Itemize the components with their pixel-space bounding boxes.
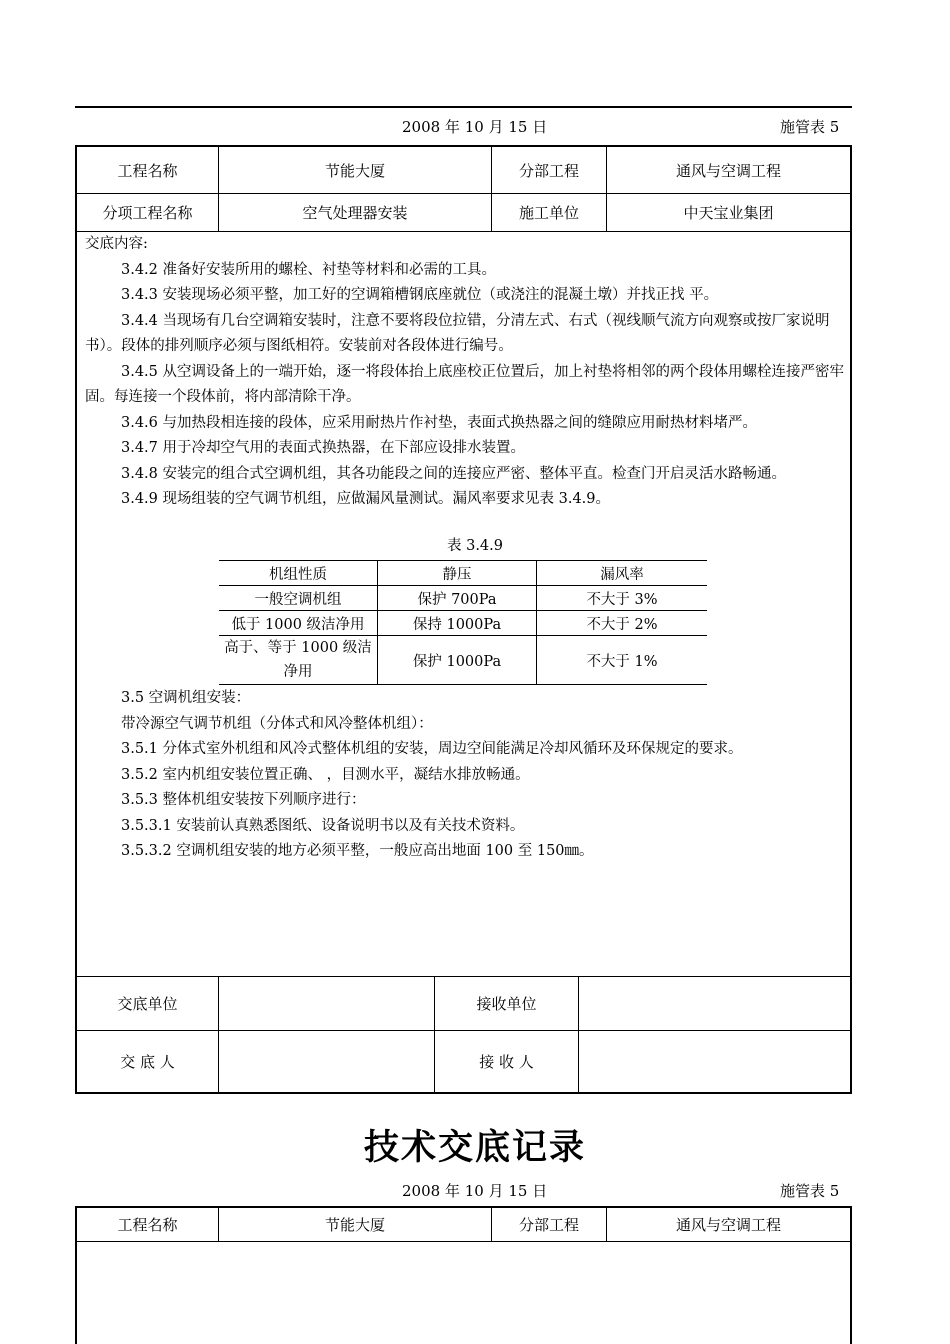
form-number-2: 施管表 5 — [780, 1182, 840, 1200]
division-label-2: 分部工程 — [518, 1216, 579, 1234]
disclose-unit-value[interactable] — [219, 977, 434, 1030]
disclose-unit-label: 交底单位 — [117, 995, 178, 1013]
discloser-value[interactable] — [219, 1031, 434, 1092]
disclosure-content-2 — [85, 686, 847, 865]
receive-unit-value[interactable] — [579, 977, 850, 1030]
receiver-label: 接 收 人 — [479, 1053, 534, 1071]
project-name-label-2: 工程名称 — [117, 1216, 178, 1234]
leakage-table — [219, 560, 707, 685]
clause-3-5-3-1: 3.5.3.1 安装前认真熟悉图纸、设备说明书以及有关技术资料。 — [121, 817, 525, 834]
project-name: 节能大厦 — [324, 161, 385, 180]
division: 通风与空调工程 — [675, 161, 781, 180]
division-label: 分部工程 — [518, 161, 579, 180]
table-cell: 一般空调机组 — [219, 586, 378, 611]
table-row — [219, 636, 707, 685]
project-name-label: 工程名称 — [117, 161, 178, 180]
clause-3-4-9: 3.4.9 现场组装的空气调节机组，应做漏风量测试。漏风率要求见表 3.4.9。 — [121, 491, 611, 507]
project-name-2: 节能大厦 — [324, 1216, 385, 1234]
subitem: 空气处理器安装 — [302, 204, 408, 222]
date-2: 2008 年 10 月 15 日 — [402, 1182, 548, 1200]
clause-3-4-3: 3.4.3 安装现场必须平整，加工好的空调箱槽钢底座就位（或浇注的混凝土墩）并找正找 平。 — [121, 287, 719, 303]
table-cell: 不大于 2% — [537, 611, 708, 636]
clause-3-4-8: 3.4.8 安装完的组合式空调机组，其各功能段之间的连接应严密、整体平直。检查门开启灵活水路畅通。 — [121, 465, 786, 482]
table-cell: 不大于 1% — [537, 636, 708, 685]
clause-3-5-intro: 带冷源空气调节机组（分体式和风冷整体机组）： — [121, 715, 433, 732]
table-row — [219, 611, 707, 636]
table-cell: 不大于 3% — [537, 586, 708, 611]
date: 2008 年 10 月 15 日 — [402, 118, 548, 136]
contractor-label: 施工单位 — [518, 204, 579, 222]
top-rule — [75, 106, 852, 108]
table-header: 静压 — [378, 561, 537, 586]
clause-3-4-2: 3.4.2 准备好安装所用的螺栓、衬垫等材料和必需的工具。 — [121, 261, 497, 278]
table-title: 表 3.4.9 — [446, 538, 503, 554]
table-header: 漏风率 — [537, 561, 708, 586]
subitem-label: 分项工程名称 — [102, 204, 193, 222]
content-heading: 交底内容: — [85, 236, 148, 252]
discloser-label: 交 底 人 — [120, 1053, 175, 1071]
receive-unit-label: 接收单位 — [476, 995, 537, 1013]
clause-3-4-7: 3.4.7 用于冷却空气用的表面式换热器，在下部应设排水装置。 — [121, 440, 526, 456]
table-cell: 保持 1000Pa — [378, 611, 537, 636]
table-cell: 低于 1000 级洁净用 — [219, 611, 378, 636]
table-cell: 保护 700Pa — [378, 586, 537, 611]
clause-3-4-6: 3.4.6 与加热段相连接的段体，应采用耐热片作衬垫，表面式换热器之间的缝隙应用耐热材料堵严。 — [121, 414, 757, 431]
clause-3-5-3: 3.5.3 整体机组安装按下列顺序进行： — [121, 792, 366, 808]
receiver-value[interactable] — [579, 1031, 850, 1092]
table-row — [219, 586, 707, 611]
table-cell: 高于、等于 1000 级洁净用 — [219, 636, 378, 685]
clause-3-5: 3.5 空调机组安装： — [121, 690, 251, 706]
document-title: 技术交底记录 — [363, 1128, 586, 1168]
contractor: 中天宝业集团 — [683, 204, 774, 222]
clause-3-5-3-2: 3.5.3.2 空调机组安装的地方必须平整，一般应高出地面 100 至 150㎜。 — [121, 843, 594, 859]
table-header: 机组性质 — [219, 561, 378, 586]
form-number: 施管表 5 — [780, 118, 840, 136]
clause-3-5-1: 3.5.1 分体式室外机组和风冷式整体机组的安装，周边空间能满足冷却风循环及环保规定的要求。 — [121, 741, 743, 757]
clause-3-5-2: 3.5.2 室内机组安装位置正确、 ，目测水平，凝结水排放畅通。 — [121, 766, 530, 783]
clause-3-4-5: 3.4.5 从空调设备上的一端开始，逐一将段体抬上底座校正位置后，加上衬垫将相邻的两个段体用螺栓连接严密牢固。每连接一个段体前，将内部清除干净。 — [85, 363, 844, 405]
disclosure-content — [85, 232, 847, 513]
clause-3-4-4: 3.4.4 当现场有几台空调箱安装时，注意不要将段位拉错，分清左式、右式（视线顺气流方向观察或按厂家说明书）。段体的排列顺序必须与图纸相符。安装前对各段体进行编号。 — [85, 312, 830, 354]
table-cell: 保护 1000Pa — [378, 636, 537, 685]
division-2: 通风与空调工程 — [675, 1216, 781, 1234]
table-header-row — [219, 561, 707, 586]
